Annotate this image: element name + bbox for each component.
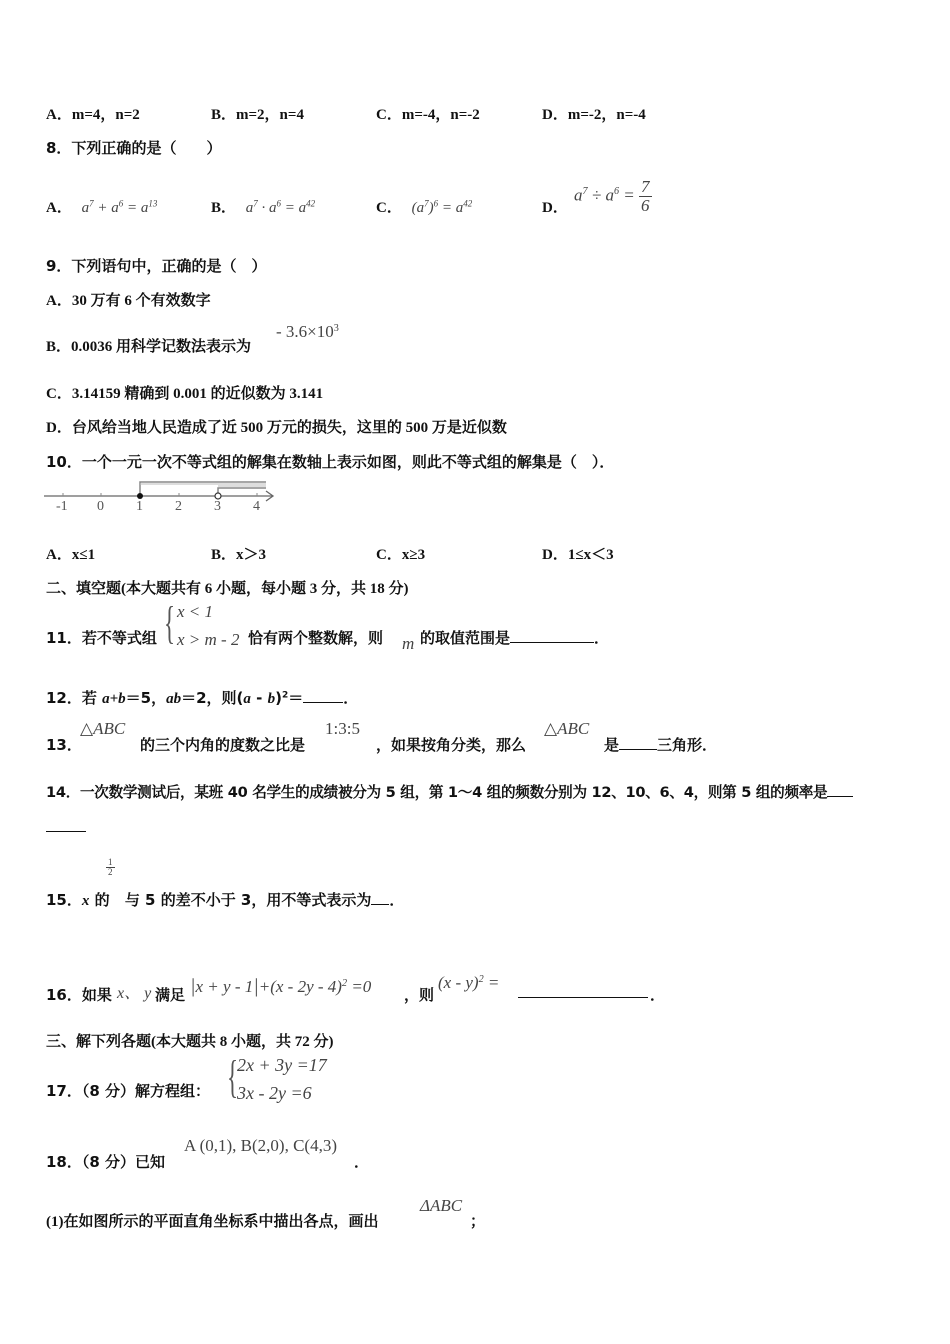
answer-blank[interactable] [303, 701, 343, 703]
q10-option-b [211, 543, 266, 564]
q18-prefix: 18．（8 分）已知 [46, 1153, 166, 1171]
q16-text2: ，则 [404, 986, 435, 1004]
q11-ineq-line1: x < 1 [177, 602, 214, 621]
answer-blank-continued[interactable] [46, 831, 86, 832]
q16-expr2 [438, 973, 499, 993]
m: 7 [253, 198, 258, 209]
period: ． [343, 689, 359, 707]
q17-prefix: 17．（8 分）解方程组： [46, 1082, 211, 1100]
tick-label: 4 [253, 499, 260, 514]
option-letter: A． [46, 293, 72, 309]
q12 [46, 687, 358, 708]
q8-option-a [46, 196, 157, 217]
m: a [605, 185, 614, 205]
option-text: m=2，n=4 [236, 107, 304, 123]
m: 7 [89, 198, 94, 209]
m: ( [411, 200, 417, 216]
q15-text: 与 5 的差不小于 3，用不等式表示为 [119, 891, 372, 909]
m: a [140, 200, 149, 216]
option-letter: B． [211, 107, 237, 123]
q8-option-c [376, 196, 472, 217]
m: a [111, 200, 119, 216]
m: ) [428, 200, 434, 216]
option-text: m=-2，n=-4 [567, 107, 646, 123]
m: 6 [613, 186, 620, 198]
m: 6 [118, 198, 124, 209]
number-line-figure [44, 478, 284, 518]
abs-expr: x + y - 1 [195, 977, 254, 996]
m: a [269, 200, 277, 216]
option-text: 3.14159 精确到 0.001 的近似数为 3.141 [71, 386, 324, 402]
exponent: 3 [333, 322, 339, 334]
q11-suffix-text: 的取值范围是 [420, 629, 511, 647]
abs-bar: | [253, 975, 259, 997]
q12-prefix: 12．若 [46, 689, 103, 707]
q12-expr: b [267, 691, 276, 707]
option-letter: C． [46, 386, 72, 402]
q10-option-a [46, 543, 95, 564]
q9-option-c [46, 382, 323, 403]
q18-triangle: ΔABC [420, 1196, 463, 1215]
q12-text: ＝5， [125, 689, 167, 707]
equals: = [483, 973, 500, 992]
m: + [93, 200, 112, 216]
q11-ineq-line2: x > m - 2 [177, 630, 240, 649]
option-letter: D． [542, 547, 568, 563]
m: a [574, 185, 583, 205]
q9-option-b [46, 335, 251, 356]
m: 6 [276, 198, 282, 209]
denominator: 2 [108, 867, 113, 878]
tick-label: 0 [97, 499, 104, 514]
option-text: 台风给当地人民造成了近 500 万元的损失，这里的 500 万是近似数 [71, 420, 507, 436]
q12-text: ＝ [288, 689, 304, 707]
option-letter: C． [376, 107, 402, 123]
paren-expr: (x - 2y - 4) [270, 977, 342, 996]
m: ÷ [587, 185, 606, 205]
tick-label: -1 [56, 499, 68, 514]
q8-a-math [82, 200, 158, 216]
q12-text: ＝2，则( [181, 689, 244, 707]
q7-option-d [542, 103, 646, 124]
option-letter: B． [46, 339, 72, 355]
period: ． [594, 629, 610, 647]
q12-expr: a [243, 691, 251, 707]
tick-label: 2 [175, 499, 182, 514]
m: a [81, 200, 90, 216]
equals-zero: =0 [347, 977, 372, 996]
q18-sub1: (1)在如图所示的平面直角坐标系中描出各点，画出 [46, 1214, 379, 1230]
answer-blank[interactable] [371, 903, 389, 905]
q11-prefix: 11．若不等式组 [46, 629, 157, 647]
q10-stem: 10．一个一元一次不等式组的解集在数轴上表示如图，则此不等式组的解集是（ ）． [46, 453, 615, 471]
m: a [416, 200, 425, 216]
abs-bar: | [190, 975, 196, 997]
option-letter: D． [542, 107, 568, 123]
q15 [46, 889, 404, 910]
q12-text: - [250, 689, 268, 707]
option-text: x＞3 [236, 547, 267, 563]
option-text: 1≤x＜3 [567, 547, 614, 563]
q14-text [46, 781, 853, 802]
q8-stem: 8．下列正确的是（ ） [46, 139, 222, 157]
q13-triangle: △ABC [80, 719, 126, 738]
m: 13 [148, 198, 158, 209]
answer-blank[interactable] [619, 748, 657, 750]
q12-expr: a+b [102, 691, 126, 707]
exponent: 2 [281, 690, 289, 701]
option-letter: D． [46, 420, 72, 436]
period: ． [389, 891, 405, 909]
q14-stem: 14．一次数学测试后，某班 40 名学生的成绩被分为 5 组，第 1～4 组的频数分别为 12、10、6、4，则第 5 组的频率是 [46, 784, 828, 801]
m: 42 [463, 198, 473, 209]
q17-eq-line2: 3x - 2y =6 [237, 1083, 312, 1103]
q11-middle: 恰有两个整数解，则 [248, 629, 384, 647]
m: 7 [582, 186, 588, 198]
q18-points: A (0,1), B(2,0), C(4,3) [184, 1136, 337, 1155]
q13-num: 13． [46, 736, 82, 754]
q11-var-m: m [402, 634, 415, 653]
option-text: m=4，n=2 [71, 107, 140, 123]
answer-blank[interactable] [827, 795, 853, 797]
option-text: m=-4，n=-2 [401, 107, 480, 123]
q7-option-b [211, 103, 304, 124]
m: = [123, 200, 141, 216]
q8-b-math [246, 200, 315, 216]
q7-option-c [376, 103, 480, 124]
plus: + [258, 977, 271, 996]
q15-var: x [81, 893, 90, 909]
numerator: 1 [108, 857, 113, 867]
option-letter: B． [211, 200, 237, 216]
option-letter: A． [46, 107, 72, 123]
tick-label: 1 [136, 499, 143, 514]
q9-option-a [46, 289, 211, 310]
option-letter: D． [542, 200, 568, 216]
q9-b-math [276, 322, 339, 342]
answer-blank[interactable] [510, 641, 594, 643]
q16-end: ． [650, 986, 666, 1004]
exponent: 2 [478, 973, 484, 985]
option-letter: A． [46, 547, 72, 563]
q16-prefix: 16．如果 [46, 986, 112, 1004]
q12-text: ) [275, 689, 282, 707]
q11-suffix [420, 627, 609, 648]
q13-text1: 的三个内角的度数之比是 [140, 736, 306, 754]
m: = [281, 200, 299, 216]
m: · [257, 200, 270, 216]
option-letter: C． [376, 200, 402, 216]
q13-ratio: 1:3:5 [325, 719, 360, 738]
m: 6 [433, 198, 439, 209]
q13-text3 [604, 734, 717, 755]
option-letter: B． [211, 547, 237, 563]
option-text: x≤1 [71, 547, 96, 563]
option-text: 0.0036 用科学记数法表示为 [71, 339, 252, 355]
q16-vars: x、 y [117, 985, 152, 1002]
q13-text3a: 是 [604, 736, 620, 754]
q17-eq-line1: 2x + 3y =17 [237, 1055, 327, 1075]
answer-blank[interactable] [518, 997, 648, 998]
m: a [245, 200, 254, 216]
option-text: 30 万有 6 个有效数字 [71, 293, 211, 309]
q9-stem: 9．下列语句中，正确的是（ ） [46, 257, 267, 275]
left-brace: { [164, 597, 176, 648]
exponent: 2 [341, 977, 348, 989]
left-brace: { [227, 1051, 239, 1102]
q15-prefix: 15． [46, 891, 82, 909]
fraction [639, 178, 652, 215]
q8-d-math [574, 178, 652, 215]
q13-triangle-2: △ABC [544, 719, 590, 738]
q13-text3b: 三角形． [657, 736, 718, 754]
option-text: x≥3 [401, 547, 426, 563]
section-3-title: 三、解下列各题(本大题共 8 小题，共 72 分) [46, 1034, 334, 1050]
q10-option-d [542, 543, 614, 564]
option-letter: A． [46, 200, 72, 216]
q9-option-d [46, 416, 507, 437]
q18-sub1-end: ； [470, 1214, 486, 1230]
m: 7 [424, 198, 429, 209]
q8-option-b [211, 196, 315, 217]
section-2-title: 二、填空题(本大题共有 6 小题，每小题 3 分，共 18 分) [46, 581, 409, 597]
q12-expr: ab [166, 691, 182, 707]
q16-text1: 满足 [155, 986, 186, 1004]
m: a [298, 200, 307, 216]
q8-c-math [412, 200, 473, 216]
q7-option-a [46, 103, 140, 124]
number-line-svg [44, 478, 284, 518]
q15-text: 的 [89, 891, 110, 909]
q16-equation [190, 975, 371, 998]
m: 42 [306, 198, 316, 209]
q13-text2: ，如果按角分类，那么 [376, 736, 527, 754]
paren-expr: (x - y) [438, 973, 479, 992]
m: = [619, 185, 640, 205]
tick-label: 3 [214, 499, 221, 514]
q15-fraction [106, 858, 115, 878]
option-letter: C． [376, 547, 402, 563]
m: = [438, 200, 456, 216]
m: a [455, 200, 464, 216]
numerator: 7 [641, 177, 650, 196]
sci-notation: - 3.6×10 [276, 322, 334, 341]
q18-end: ． [354, 1153, 370, 1171]
q10-option-c [376, 543, 425, 564]
denominator: 6 [641, 195, 650, 215]
